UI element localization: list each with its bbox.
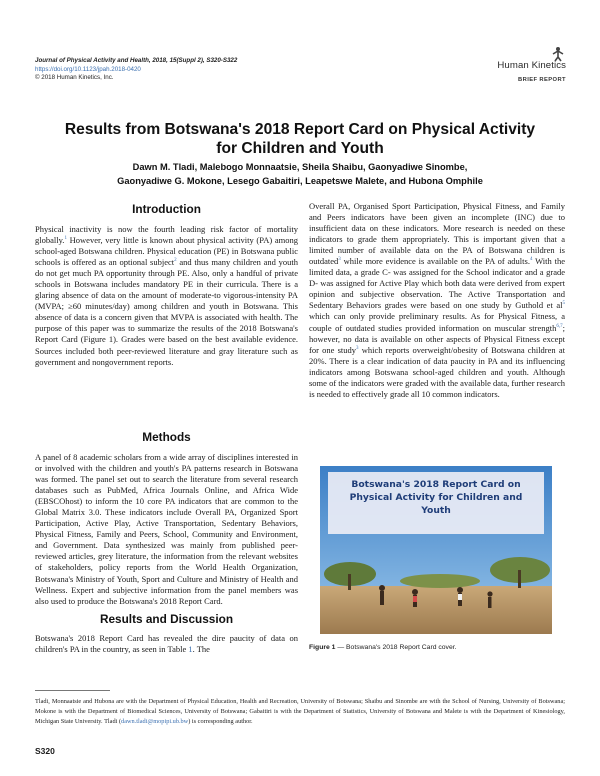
citation-ref[interactable]: 5 [562, 301, 565, 307]
author-list [60, 161, 540, 188]
author-line: Dawn M. Tladi, Malebogo Monnaatsie, Sheila Shaibu, Gaonyadiwe Sinombe, [132, 162, 468, 172]
publisher-logo [497, 60, 566, 83]
introduction-text: Physical inactivity is now the fourth leading risk factor of mortality globally.$^1$ However, very little is known about physical activity (PA) among school-aged Botswana children. Physical education (PE) in Botswana public schools is offered as an optional subject$^2$ and thus many children and youth do not get much PA opportunity through PE. Also, only a handful of private schools in Botswana includes mandatory PE in their curricula. There is a glaring absence of data on the amount of moderate-to vigorous-intensity PA (MVPA; ≥60 minutes/day) among children and youth in Botswana. This absence of data is a concern given that MVPA is associated with health. The purpose of this paper was to summarize the results of the 2018 Botswana's Report Card (Figure 1). Grades were based on the best available evidence. Sources included both peer-reviewed literature and gray literature such as government and nongovernment reports. [35, 224, 298, 367]
corresponding-email-link[interactable]: dawn.tladi@mopipi.ub.bw [121, 717, 189, 725]
report-card-cover-figure [320, 466, 552, 634]
doi-link[interactable]: https://doi.org/10.1123/jpah.2018-0420 [35, 65, 141, 73]
section-heading-results: Results and Discussion [99, 612, 234, 626]
publisher-name: Human Kinetics [497, 60, 566, 71]
citation-ref[interactable]: 3 [338, 257, 341, 263]
discussion-text: Overall PA, Organised Sport Participation, Physical Fitness, and Family and Peers indicators have been given an incomplete (INC) due to insufficient data on these indicators. More research is needed on these indicators to grade them appropriately. This is important given that a limited number of available data on the PA of Botswana children is outdated$^3$ while more evidence is available on the PA of adults.$^4$ With the limited data, a grade C- was assigned for the School indicator and a grade D- was assigned for Active Play which both data were derived from expert opinion and subjective observation. The Active Transportation and Sedentary Behaviors grades were based on one study by Guthold et $al^5$ which can only provide preliminary results. As for Physical Fitness, a couple of outdated studies provided information on muscular strength$^{6,7}$; however, no data is available on other aspects of Physical Fitness except for one study$^3$ which reports overweight/obesity of Botswana children at 20%. There is a clear indication of data paucity in PA and its influencing indicators among Botswana school-aged children and youth. Although some of the indicators were graded with the available data, further research is needed to effectively grade all 10 common indicators. [309, 201, 565, 399]
citation-ref[interactable]: 6,7 [556, 323, 563, 329]
journal-citation: Journal of Physical Activity and Health, 2018, 15(Suppl 2), S320-S322 [35, 57, 238, 64]
author-line: Gaonyadiwe G. Mokone, Lesego Gabaitiri, Leapetswe Malete, and Hubona Omphile [117, 175, 483, 186]
page-number: S320 [35, 746, 55, 756]
citation-ref[interactable]: 4 [529, 257, 533, 263]
citation-ref[interactable]: 1 [64, 236, 67, 242]
section-heading-introduction: Introduction [132, 202, 201, 216]
citation-ref[interactable]: 2 [174, 258, 177, 264]
journal-header [35, 57, 237, 83]
results-text: Botswana's 2018 Report Card has revealed the dire paucity of data on children's PA in the country, as seen in Table 1. The [35, 633, 298, 655]
cover-banner-title: Botswana's 2018 Report Card on Physical Activity for Children and Youth [349, 479, 523, 516]
citation-ref[interactable]: 3 [356, 345, 359, 351]
article-title: Results from Botswana's 2018 Report Card on Physical Activity for Children and Youth [64, 121, 536, 157]
methods-text: A panel of 8 academic scholars from a wide array of disciplines interested in or involved with the children and youth's PA patterns research in Botswana was formed. The panel set out to search the literature from several research databases such as PubMed, Africa Journals Online, and Africa Wide (EBSCOhost) to inform the 10 core PA indicators that are common to the Global Matrix 3.0. These indicators include Overall PA, Organized Sport Participation, Active Play, Active Transportation, Sedentary Behaviors, Physical Fitness, Family and Peers, School, Community and Environment, and Government. Data synthesized was mainly from published peer-reviewed articles, grey literature, the information from the relevant websites of stakeholders, policy reports from the World Health Organization, Botswana's Ministry of Youth, Sport and Culture and Ministry of Health and Wellness. Expert and subjective information from the panel members was also used to produce the Botswana's 2018 Report Card. [35, 452, 298, 606]
article-type: BRIEF REPORT [518, 77, 566, 83]
footnote-divider [35, 690, 110, 691]
author-affiliations-footnote: Tladi, Monnaatsie and Hubona are with the Department of Physical Education, Health and Recreation, University of Botswana; Shaibu and Sinombe are with the School of Nursing, University of Botswana; Mokone is with the Department of Biomedical Sciences, University of Botswana; Gabaitiri is with the Department of Statistics, University of Botswana and Malete is with the Department of Kinesiology, Michigan State University. Tladi (dawn.tladi@mopipi.ub.bw) is corresponding author. [35, 698, 565, 725]
section-heading-methods: Methods [142, 430, 191, 444]
figure-label: Figure 1 [309, 644, 336, 651]
copyright: © 2018 Human Kinetics, Inc. [35, 74, 114, 82]
table-link[interactable]: 1 [188, 644, 193, 655]
figure-caption: Figure 1 — Botswana's 2018 Report Card cover. [309, 644, 457, 651]
